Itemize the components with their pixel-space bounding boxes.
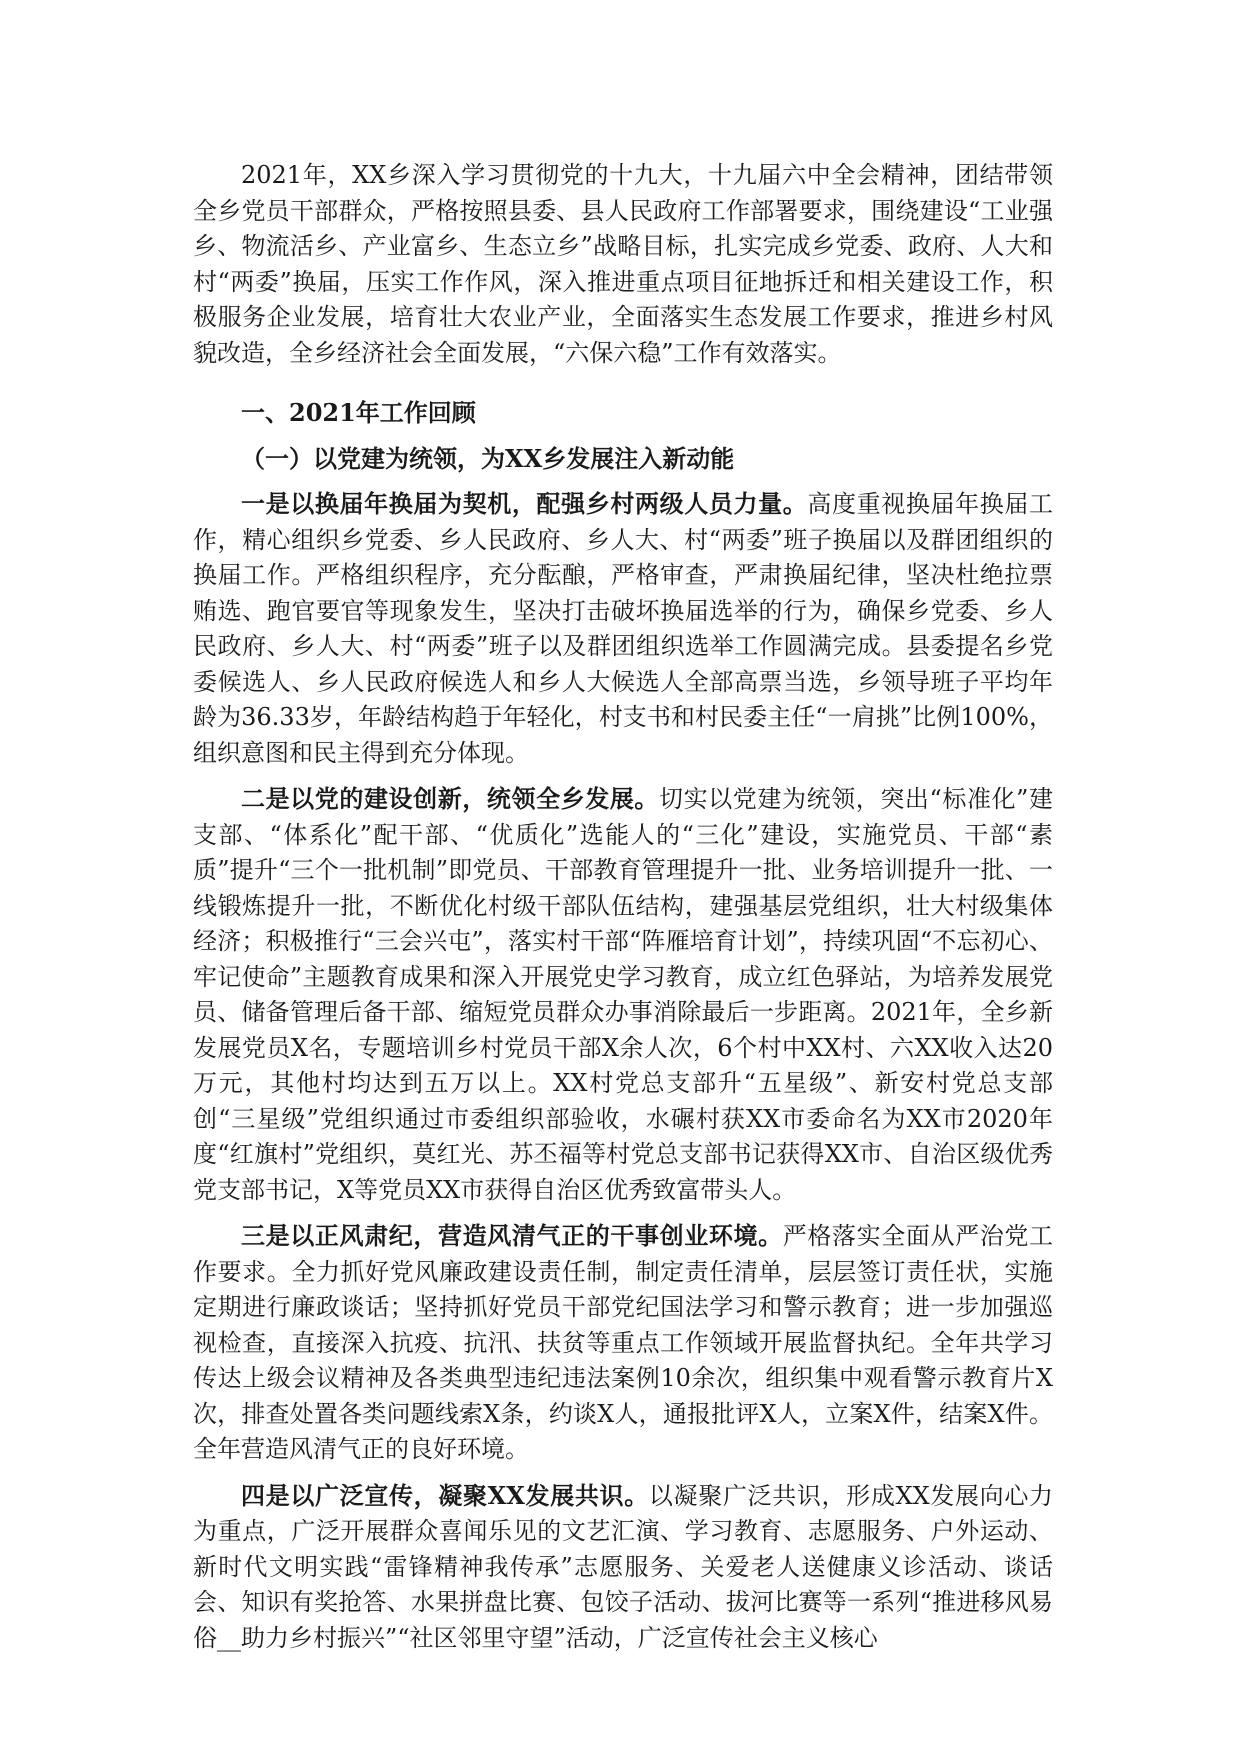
paragraph-lead: 二是以党的建设创新，统领全乡发展。 (241, 784, 660, 813)
paragraph-lead: 四是以广泛宣传，凝聚XX发展共识。 (241, 1480, 649, 1510)
section-heading: 一、2021年工作回顾 (241, 398, 476, 427)
paragraph-text: 严格落实全面从严治党工作要求。全力抓好党风廉政建设责任制，制定责任清单，层层签订责任状，实施定期进行廉政谈话；坚持抓好党员干部党纪国法学习和警示教育；进一步加强巡视检查，直接深入抗疫、抗汛、扶贫等重点工作领域开展监督执纪。全年共学习传达上级会议精神及各类典型违纪违法案例10余次，组织集中观看警示教育片X次，排查处置各类问题线索X条，约谈X人，通报批评X人，立案X件，结案X件。全年营造风清气正的良好环境。 (193, 1222, 1053, 1463)
paragraph-text: 以凝聚广泛共识，形成XX发展向心力为重点，广泛开展群众喜闻乐见的文艺汇演、学习教育、志愿服务、户外运动、新时代文明实践“雷锋精神我传承”志愿服务、关爱老人送健康义诊活动、谈话会、知识有奖抢答、水果拼盘比赛、包饺子活动、拔河比赛等一系列“推进移风易俗__助力乡村振兴”“社区邻里守望”活动，广泛宣传社会主义核心 (193, 1481, 1054, 1652)
body-paragraph-1 (193, 486, 1053, 771)
body-paragraph-2 (193, 781, 1053, 1208)
body-paragraph-3 (193, 1218, 1053, 1468)
intro-paragraph: 2021年，XX乡深入学习贯彻党的十九大，十九届六中全会精神，团结带领全乡党员干部群众，严格按照县委、县人民政府工作部署要求，围绕建设“工业强乡、物流活乡、产业富乡、生态立乡”战略目标，扎实完成乡党委、政府、人大和村“两委”换届，压实工作作风，深入推进重点项目征地拆迁和相关建设工作，积极服务企业发展，培育壮大农业产业，全面落实生态发展工作要求，推进乡村风貌改造，全乡经济社会全面发展，“六保六稳”工作有效落实。 (193, 161, 1053, 367)
paragraph-text: 切实以党建为统领，突出“标准化”建支部、“体系化”配干部、“优质化”选能人的“三化”建设，实施党员、干部“素质”提升“三个一批机制”即党员、干部教育管理提升一批、业务培训提升一批、一线锻炼提升一批，不断优化村级干部队伍结构，建强基层党组织，壮大村级集体经济；积极推行“三会兴屯”，落实村干部“阵雁培育计划”，持续巩固“不忘初心、牢记使命”主题教育成果和深入开展党史学习教育，成立红色驿站，为培养发展党员、储备管理后备干部、缩短党员群众办事消除最后一步距离。2021年，全乡新发展党员X名，专题培训乡村党员干部X余人次，6个村中XX村、六XX收入达20万元，其他村均达到五万以上。XX村党总支部升“五星级”、新安村党总支部创“三星级”党组织通过市委组织部验收，水碾村获XX市委命名为XX市2020年度“红旗村”党组织，莫红光、苏丕福等村党总支部书记获得XX市、自治区级优秀党支部书记，X等党员XX市获得自治区优秀致富带头人。 (193, 785, 1054, 1204)
subsection-heading: （一）以党建为统领，为XX乡发展注入新动能 (241, 443, 735, 473)
paragraph-lead: 三是以正风肃纪，营造风清气正的干事创业环境。 (241, 1221, 783, 1250)
paragraph-text: 高度重视换届年换届工作，精心组织乡党委、乡人民政府、乡人大、村“两委”班子换届以及群团组织的换届工作。严格组织程序，充分酝酿，严格审查，严肃换届纪律，坚决杜绝拉票贿选、跑官要官等现象发生，坚决打击破坏换届选举的行为，确保乡党委、乡人民政府、乡人大、村“两委”班子以及群团组织选举工作圆满完成。县委提名乡党委候选人、乡人民政府候选人和乡人大候选人全部高票当选，乡领导班子平均年龄为36.33岁，年龄结构趋于年轻化，村支书和村民委主任“一肩挑”比例100%，组织意图和民主得到充分体现。 (193, 490, 1053, 767)
document-body (193, 158, 1053, 1656)
body-paragraph-4 (193, 1478, 1053, 1657)
paragraph-lead: 一是以换届年换届为契机，配强乡村两级人员力量。 (241, 489, 808, 518)
